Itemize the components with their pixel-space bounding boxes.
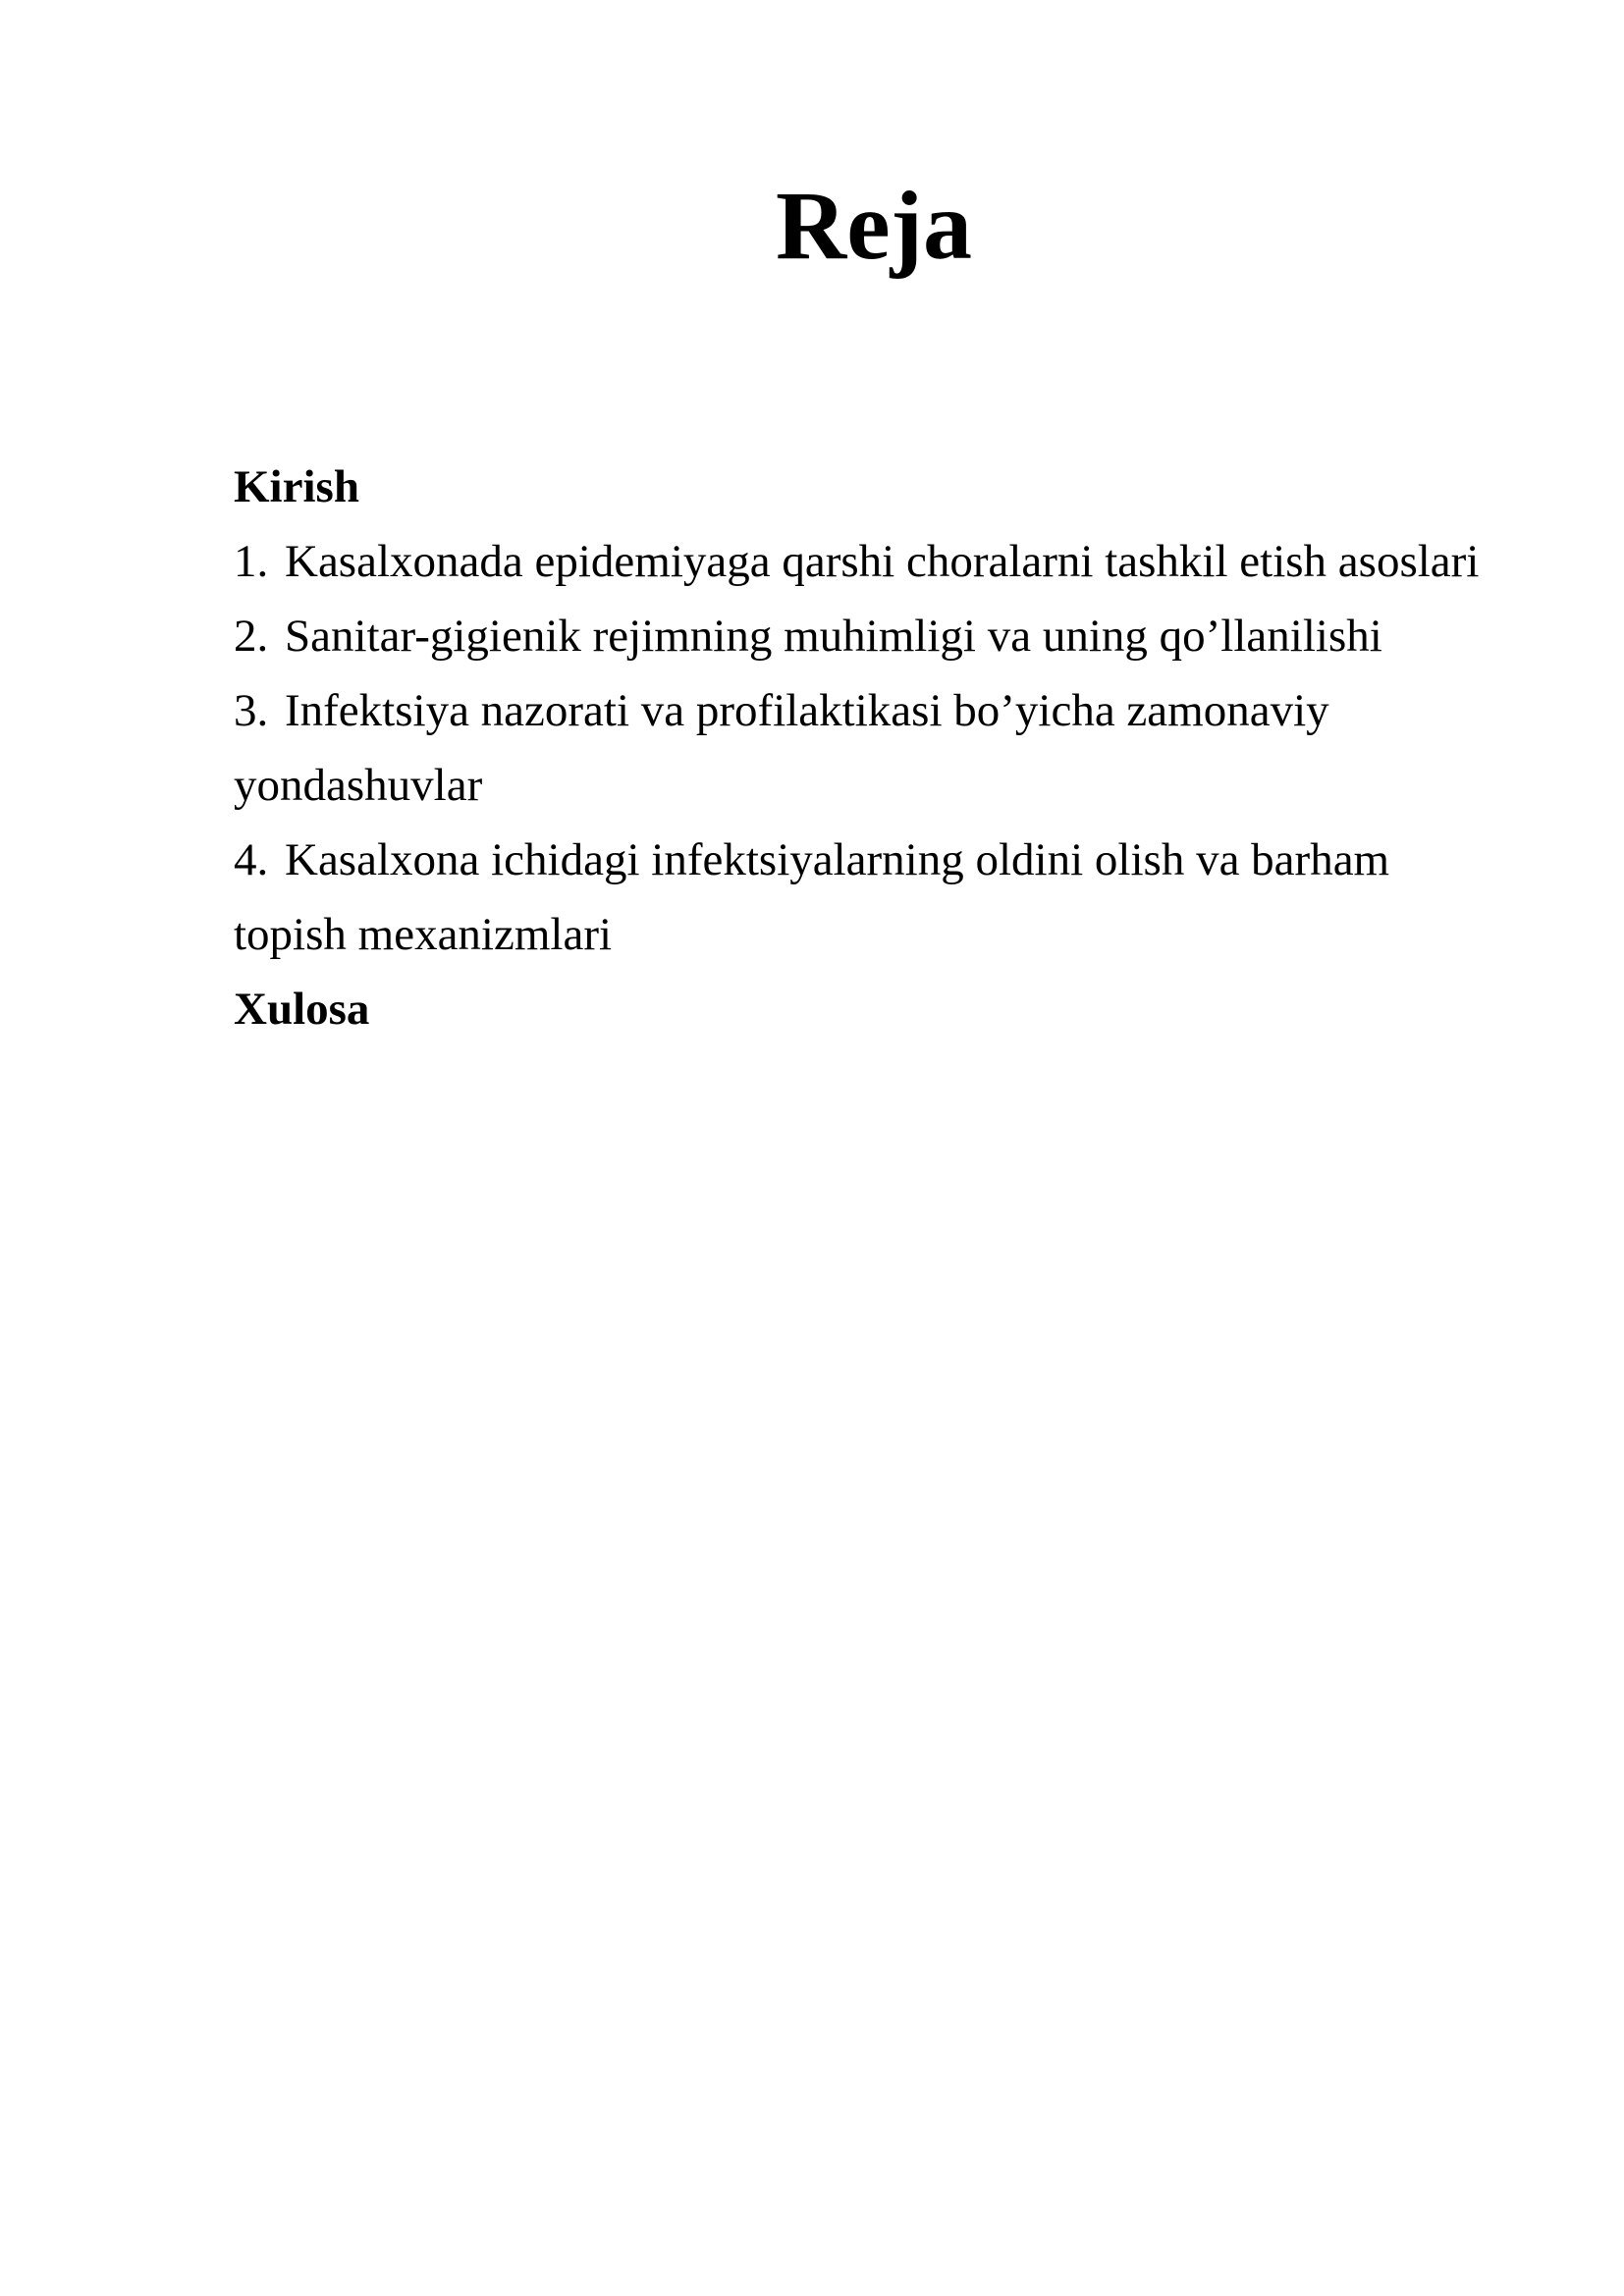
intro-heading: Kirish [234, 461, 359, 512]
plan-contents [234, 450, 1530, 1046]
list-item [234, 599, 1530, 673]
list-item-text: Infektsiya nazorati va profilaktikasi bo’yicha zamonaviy [285, 685, 1329, 736]
list-item [234, 823, 1530, 897]
list-item-number: 4. [234, 834, 269, 885]
list-item-text: Sanitar-gigienik rejimning muhimligi va uning qo’llanilishi [285, 611, 1382, 662]
list-item-continuation: topish mexanizmlari [234, 909, 613, 960]
conclusion-heading: Xulosa [234, 984, 370, 1035]
list-item-number: 2. [234, 611, 269, 662]
list-item-number: 1. [234, 536, 269, 587]
list-item-number: 3. [234, 685, 269, 736]
list-item-text: Kasalxonada epidemiyaga qarshi choralarni tashkil etish asoslari [285, 536, 1480, 587]
list-item [234, 673, 1530, 748]
list-item-text: Kasalxona ichidagi infektsiyalarning oldini olish va barham [285, 834, 1390, 885]
list-item [234, 524, 1530, 599]
page-title: Reja [776, 171, 972, 280]
list-item-continuation: yondashuvlar [234, 760, 483, 811]
